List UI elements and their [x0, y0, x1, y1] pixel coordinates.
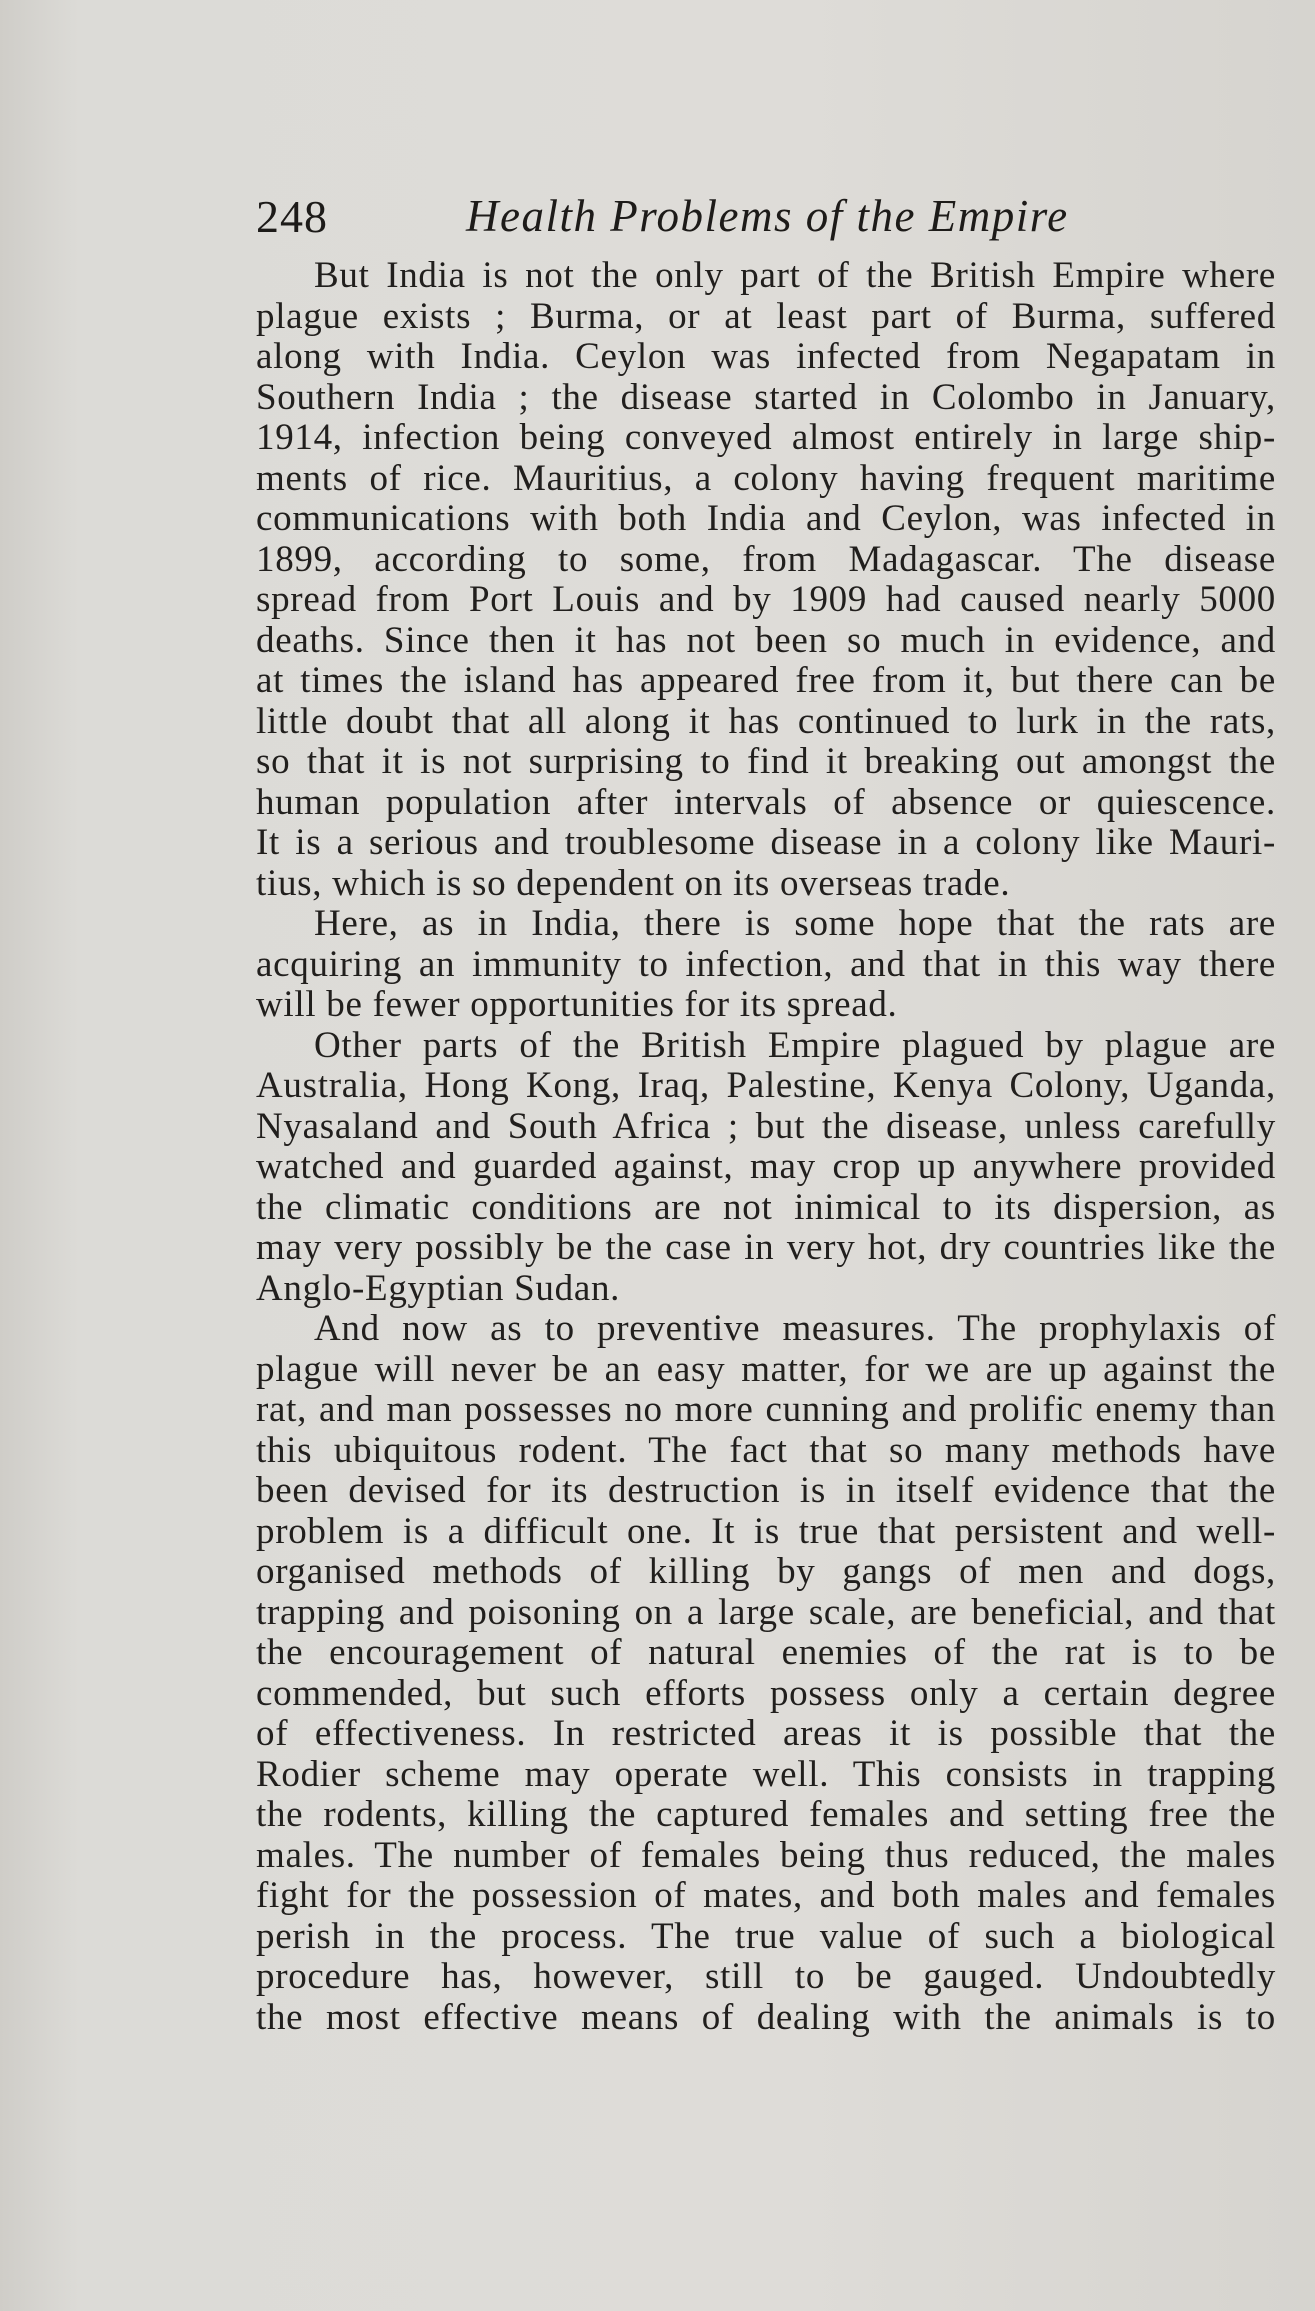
text-line: 1899, according to some, from Madagascar. The disease [256, 538, 1276, 580]
running-head: Health Problems of the Empire [466, 191, 1069, 241]
text-line: commended, but such efforts possess only a certain degree [256, 1672, 1276, 1714]
text-line: perish in the process. The true value of such a biological [256, 1915, 1276, 1957]
text-line: fight for the possession of mates, and both males and females [256, 1875, 1276, 1916]
text-line: tius, which is so dependent on its overseas trade. [256, 862, 1011, 904]
text-line: this ubiquitous rodent. The fact that so many methods have [256, 1429, 1276, 1471]
text-line: the most effective means of dealing with the animals is to [256, 1996, 1276, 2038]
text-line: But India is not the only part of the British Empire where [314, 255, 1276, 296]
text-line: of effectiveness. In restricted areas it is possible that the [256, 1713, 1276, 1754]
text-line: the rodents, killing the captured females and setting free the [256, 1794, 1276, 1835]
text-line: may very possibly be the case in very hot, dry countries like the [256, 1227, 1276, 1268]
text-line: Other parts of the British Empire plagued by plague are [314, 1024, 1276, 1066]
text-line: And now as to preventive measures. The prophylaxis of [314, 1308, 1276, 1349]
text-line: spread from Port Louis and by 1909 had caused nearly 5000 [256, 579, 1276, 620]
text-line: ments of rice. Mauritius, a colony having frequent maritime [256, 457, 1276, 499]
text-line: been devised for its destruction is in itself evidence that the [256, 1470, 1276, 1511]
text-line: males. The number of females being thus reduced, the males [256, 1834, 1276, 1876]
text-line: plague will never be an easy matter, for we are up against the [256, 1348, 1276, 1390]
text-line: Australia, Hong Kong, Iraq, Palestine, Kenya Colony, Uganda, [256, 1065, 1276, 1106]
text-line: problem is a difficult one. It is true that persistent and well- [256, 1510, 1276, 1552]
text-line: the climatic conditions are not inimical to its dispersion, as [256, 1186, 1276, 1228]
text-line: along with India. Ceylon was infected from Negapatam in [256, 336, 1276, 377]
text-line: plague exists ; Burma, or at least part of Burma, suffered [256, 295, 1276, 337]
text-line: so that it is not surprising to find it breaking out amongst the [256, 741, 1276, 782]
text-line: Anglo-Egyptian Sudan. [256, 1267, 621, 1309]
text-line: rat, and man possesses no more cunning and prolific enemy than [256, 1389, 1276, 1430]
page-number: 248 [256, 191, 328, 242]
text-line: Southern India ; the disease started in Colombo in January, [256, 376, 1276, 418]
text-line: Nyasaland and South Africa ; but the disease, unless carefully [256, 1105, 1276, 1147]
text-line: Here, as in India, there is some hope that the rats are [314, 903, 1276, 944]
body-text [256, 256, 1276, 2038]
text-line: deaths. Since then it has not been so much in evidence, and [256, 619, 1276, 661]
text-line: little doubt that all along it has continued to lurk in the rats, [256, 700, 1276, 742]
text-line: acquiring an immunity to infection, and that in this way there [256, 943, 1276, 985]
text-line: Rodier scheme may operate well. This consists in trapping [256, 1753, 1276, 1795]
text-line: trapping and poisoning on a large scale, are beneficial, and that [256, 1591, 1276, 1633]
text-line: 1914, infection being conveyed almost entirely in large ship- [256, 417, 1276, 458]
text-line: human population after intervals of absence or quiescence. [256, 781, 1276, 823]
text-line: watched and guarded against, may crop up anywhere provided [256, 1146, 1276, 1187]
text-line: It is a serious and troublesome disease in a colony like Mauri- [256, 822, 1276, 863]
text-line: organised methods of killing by gangs of men and dogs, [256, 1551, 1276, 1592]
text-line: communications with both India and Ceylon, was infected in [256, 498, 1276, 539]
text-line: the encouragement of natural enemies of the rat is to be [256, 1632, 1276, 1673]
text-line: at times the island has appeared free from it, but there can be [256, 660, 1276, 701]
text-line: procedure has, however, still to be gauged. Undoubtedly [256, 1956, 1276, 1997]
page-header [256, 186, 1100, 250]
text-line: will be fewer opportunities for its spread. [256, 984, 898, 1025]
